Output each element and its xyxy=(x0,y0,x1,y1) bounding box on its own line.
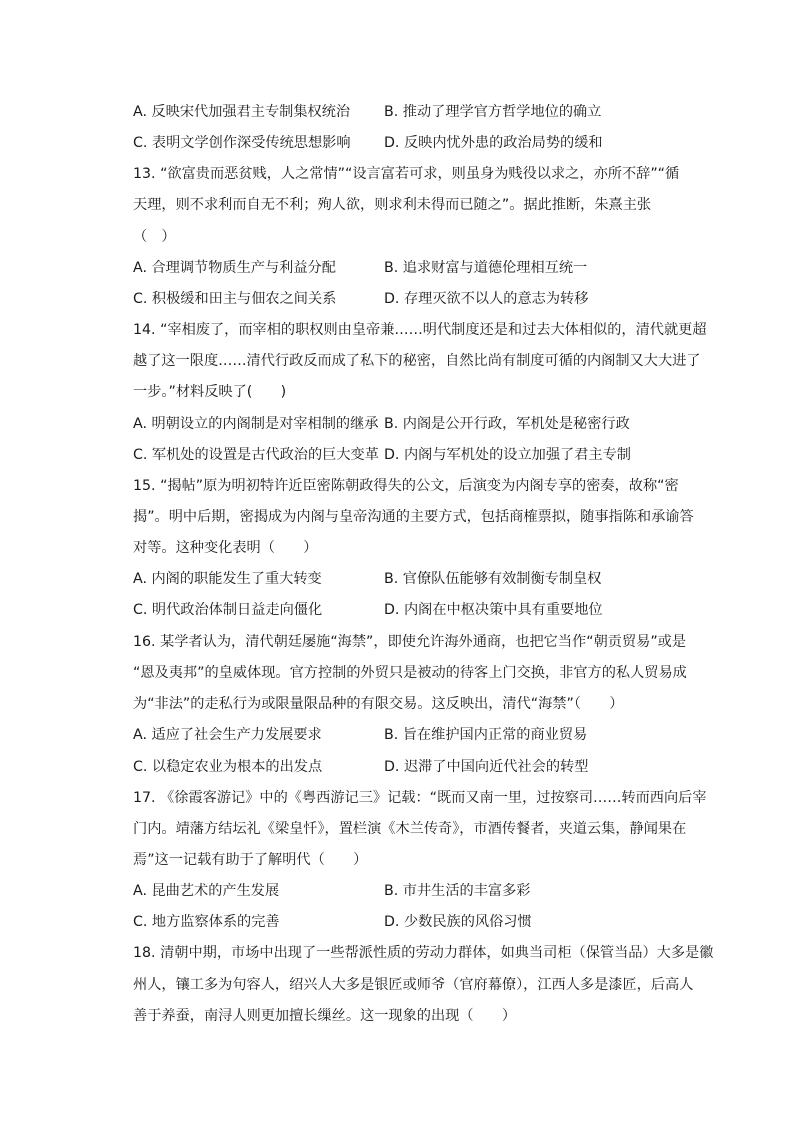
q16-stem-line-2: “恩及夷邦”的皇威体现。官方控制的外贸只是被动的待客上门交换，非官方的私人贸易成 xyxy=(133,665,687,681)
q15-option-a[interactable]: A. 内阁的职能发生了重大转变 xyxy=(133,571,322,587)
q13-option-d[interactable]: D. 存理灭欲不以人的意志为转移 xyxy=(384,291,589,307)
q16-options-row-1 xyxy=(0,725,794,745)
q12-option-a[interactable]: A. 反映宋代加强君主专制集权统治 xyxy=(133,104,351,120)
q14-option-a[interactable]: A. 明朝设立的内阁制是对宰相制的继承 xyxy=(133,416,379,432)
q14-stem-line-2: 越了这一限度……清代行政反而成了私下的秘密，自然比尚有制度可循的内阁制又大大进了 xyxy=(133,353,701,369)
q18-stem-line-3: 善于养蚕，南浔人则更加擅长缫丝。这一现象的出现（ ） xyxy=(133,1008,517,1024)
q13-answer-bracket: （ ） xyxy=(133,229,176,245)
q16-option-d[interactable]: D. 迟滞了中国向近代社会的转型 xyxy=(384,759,589,775)
q17-stem-line-3: 焉”这一记载有助于了解明代（ ） xyxy=(133,852,368,868)
q14-option-b[interactable]: B. 内阁是公开行政，军机处是秘密行政 xyxy=(384,416,630,432)
q17-options-row-1 xyxy=(0,881,794,901)
q18-stem-line-2: 州人，镶工多为句容人，绍兴人大多是银匠或师爷（官府幕僚），江西人多是漆匠，后高人 xyxy=(133,977,694,993)
q17-option-a[interactable]: A. 昆曲艺术的产生发展 xyxy=(133,883,280,899)
q17-stem-line-1: 17. 《徐霞客游记》中的《粤西游记三》记载：“既而又南一里，过按察司……转而西向后宰 xyxy=(133,790,707,806)
q16-option-a[interactable]: A. 适应了社会生产力发展要求 xyxy=(133,727,322,743)
q15-stem-line-1: 15. “揭帖”原为明初特许近臣密陈朝政得失的公文，后演变为内阁专享的密奏，故称“密 xyxy=(133,478,679,494)
q17-option-b[interactable]: B. 市井生活的丰富多彩 xyxy=(384,883,531,899)
q17-option-c[interactable]: C. 地方监察体系的完善 xyxy=(133,914,280,930)
q12-option-d[interactable]: D. 反映内忧外患的政治局势的缓和 xyxy=(384,135,603,151)
q14-options-row-2 xyxy=(0,445,794,465)
q15-options-row-2 xyxy=(0,600,794,620)
q12-option-b[interactable]: B. 推动了理学官方哲学地位的确立 xyxy=(384,104,602,120)
q13-option-c[interactable]: C. 积极缓和田主与佃农之间关系 xyxy=(133,291,337,307)
q13-option-a[interactable]: A. 合理调节物质生产与利益分配 xyxy=(133,260,336,276)
q15-stem-line-3: 对等。这种变化表明（ ） xyxy=(133,540,318,556)
q14-option-c[interactable]: C. 军机处的设置是古代政治的巨大变革 xyxy=(133,447,379,463)
q13-options-row-2 xyxy=(0,289,794,309)
q13-stem-line-1: 13. “欲富贵而恶贫贱，人之常情”“设言富若可求，则虽身为贱役以求之，亦所不辞”“循 xyxy=(133,166,680,182)
q15-stem-line-2: 揭”。明中后期，密揭成为内阁与皇帝沟通的主要方式，包括商榷票拟，随事指陈和承谕答 xyxy=(133,509,694,525)
q12-options-row-1 xyxy=(0,102,794,122)
q16-option-b[interactable]: B. 旨在维护国内正常的商业贸易 xyxy=(384,727,588,743)
q15-option-d[interactable]: D. 内阁在中枢决策中具有重要地位 xyxy=(384,602,603,618)
q16-option-c[interactable]: C. 以稳定农业为根本的出发点 xyxy=(133,759,323,775)
q18-stem-line-1: 18. 清朝中期，市场中出现了一些帮派性质的劳动力群体，如典当司柜（保管当品）大多是徽 xyxy=(133,945,714,961)
q16-options-row-2 xyxy=(0,757,794,777)
q15-option-b[interactable]: B. 官僚队伍能够有效制衡专制皇权 xyxy=(384,571,602,587)
q17-options-row-2 xyxy=(0,912,794,932)
q14-option-d[interactable]: D. 内阁与军机处的设立加强了君主专制 xyxy=(384,447,631,463)
q16-stem-line-3: 为“非法”的走私行为或限量限品种的有限交易。这反映出，清代“海禁”（ ） xyxy=(133,696,624,712)
q14-stem-line-3: 一步。”材料反映了( ) xyxy=(133,384,287,400)
q15-options-row-1 xyxy=(0,569,794,589)
q14-stem-line-1: 14. “宰相废了，而宰相的职权则由皇帝兼……明代制度还是和过去大体相似的，清代就更超 xyxy=(133,322,707,338)
q13-options-row-1 xyxy=(0,258,794,278)
q17-option-d[interactable]: D. 少数民族的风俗习惯 xyxy=(384,914,532,930)
q13-stem-line-2: 天理，则不求利而自无不利；殉人欲，则求利未得而已随之”。据此推断，朱熹主张 xyxy=(133,197,652,213)
q13-option-b[interactable]: B. 追求财富与道德伦理相互统一 xyxy=(384,260,588,276)
q14-options-row-1 xyxy=(0,414,794,434)
q15-option-c[interactable]: C. 明代政治体制日益走向僵化 xyxy=(133,602,323,618)
q17-stem-line-2: 门内。靖藩方结坛礼《梁皇忏》，置栏演《木兰传奇》，市酒传餐者，夹道云集，静闻果在 xyxy=(133,821,687,837)
q16-stem-line-1: 16. 某学者认为，清代朝廷屡施“海禁”，即使允许海外通商，也把它当作“朝贡贸易”或是 xyxy=(133,634,687,650)
q12-options-row-2 xyxy=(0,133,794,153)
q12-option-c[interactable]: C. 表明文学创作深受传统思想影响 xyxy=(133,135,351,151)
